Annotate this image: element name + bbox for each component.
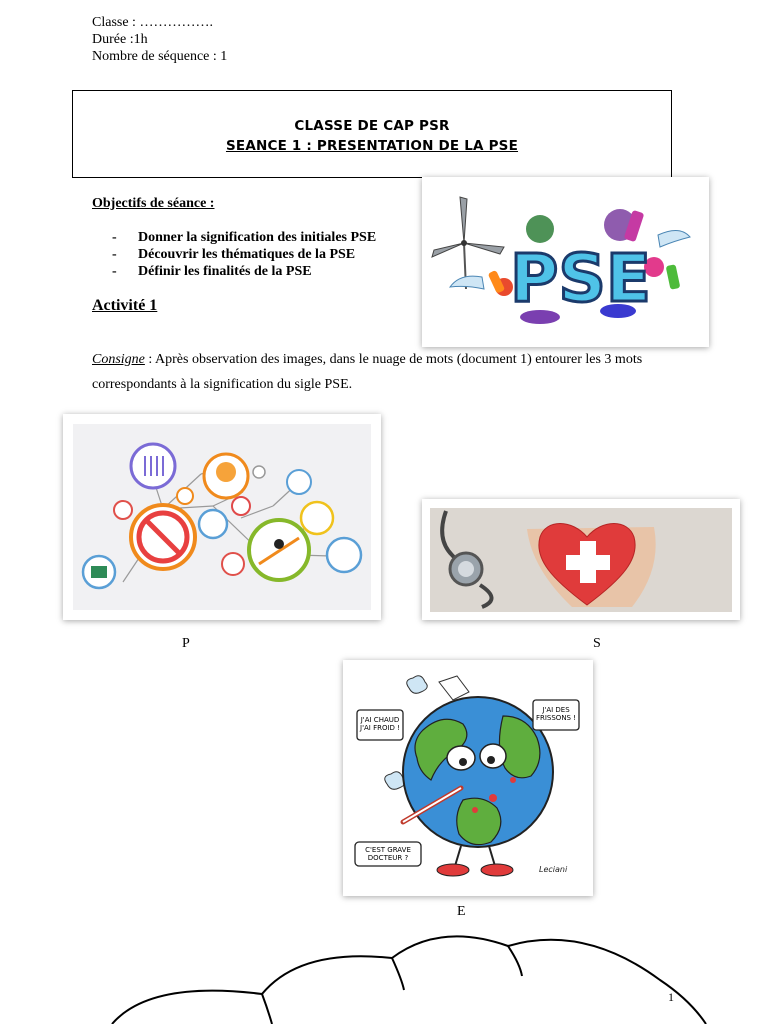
speech-bubble-right [533,700,579,730]
caption-p: P [182,636,190,651]
speech-bubble-bottom [355,842,421,866]
title-box [72,90,672,178]
activity-title: Activité 1 [92,297,158,314]
duration-field: Durée :1h [92,32,148,47]
class-title: CLASSE DE CAP PSR [294,118,450,134]
objectives-list [112,229,376,280]
instruction-text: : Après observation des images, dans le nuage de mots (document 1) entourer les 3 mots correspondants à la signification du sigle PSE. [92,352,643,392]
pse-logo-text: PSE [510,240,651,317]
instruction-paragraph [92,347,682,397]
pse-logo-image [422,177,709,347]
speech-bubble-left [357,710,403,740]
objectives-title: Objectifs de séance : [92,196,215,211]
bubble-right-text: J'AI DES FRISSONS ! [535,706,577,722]
caption-e: E [457,904,466,919]
health-heart-image [422,499,740,620]
instruction-label: Consigne [92,352,145,367]
list-item: - Définir les finalités de la PSE [112,264,312,279]
word-cloud-outline [0,920,768,1024]
earth-globe-icon [403,697,553,847]
page-number: 1 [668,990,674,1004]
pse-graffiti-illustration [422,177,709,347]
prevention-icons-image [63,414,381,620]
class-field: Classe : ……………. [92,15,213,30]
bubble-left-text: J'AI CHAUD J'AI FROID ! [360,716,400,732]
cartoon-signature: Leciani [539,865,568,874]
caption-s: S [593,636,601,651]
sequence-count-field: Nombre de séquence : 1 [92,49,228,64]
list-item: - Découvrir les thématiques de la PSE [112,247,356,262]
session-title: SEANCE 1 : PRESENTATION DE LA PSE [225,138,519,154]
bubble-bottom-text: C'EST GRAVE DOCTEUR ? [365,846,411,862]
sick-earth-cartoon [343,660,593,896]
list-item: - Donner la signification des initiales PSE [112,230,377,245]
